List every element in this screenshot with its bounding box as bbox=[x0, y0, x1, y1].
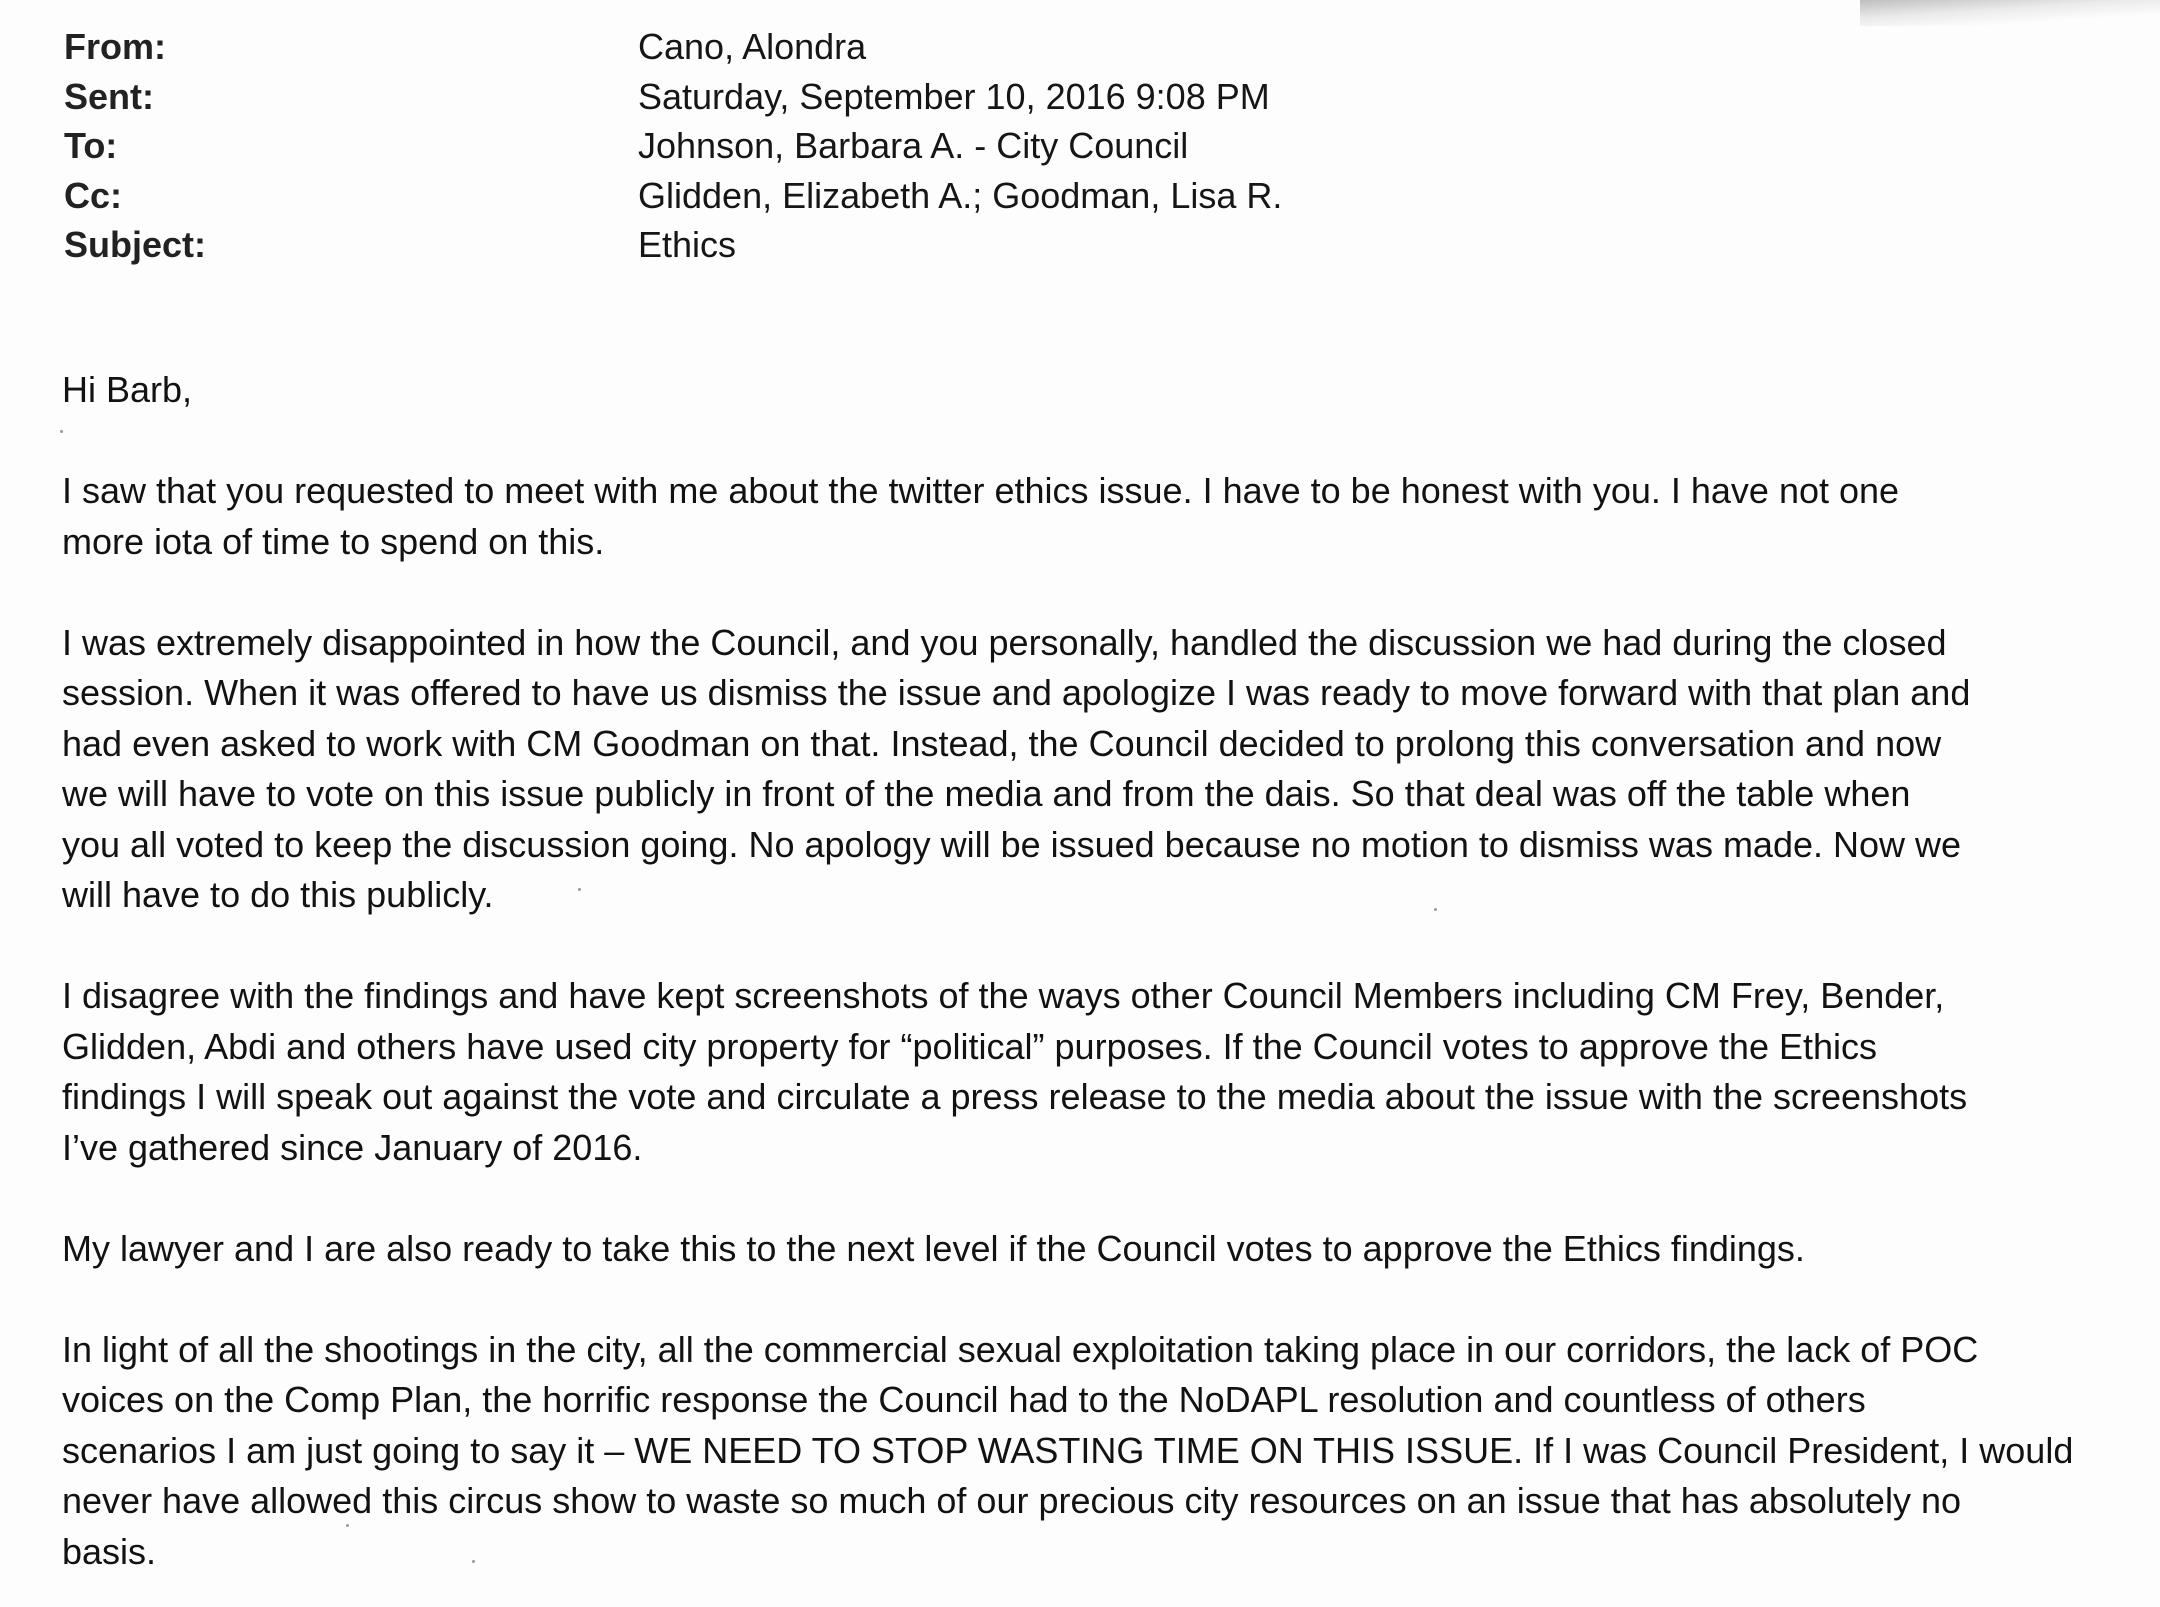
email-body bbox=[62, 365, 2122, 1577]
paragraph-line: I saw that you requested to meet with me about the twitter ethics issue. I have to be honest with you. I have not one bbox=[62, 470, 1900, 511]
header-row-from bbox=[64, 22, 1964, 72]
email-header bbox=[64, 22, 1964, 270]
paragraph-line: had even asked to work with CM Goodman on that. Instead, the Council decided to prolong this conversation and now bbox=[62, 722, 1942, 764]
to-label: To: bbox=[64, 125, 118, 166]
paragraph-line: I’ve gathered since January of 2016. bbox=[62, 1126, 643, 1168]
greeting: Hi Barb, bbox=[62, 369, 193, 410]
paragraph-line: I was extremely disappointed in how the Council, and you personally, handled the discussion we had during the closed bbox=[62, 621, 1947, 663]
paragraph-line: scenarios I am just going to say it – WE NEED TO STOP WASTING TIME ON THIS ISSUE. If I was Council President, I would bbox=[62, 1429, 2074, 1471]
cc-label: Cc: bbox=[64, 174, 123, 216]
paragraph-line: more iota of time to spend on this. bbox=[62, 520, 605, 562]
paragraph-3 bbox=[62, 971, 2122, 1173]
scan-speck bbox=[346, 1524, 349, 1527]
paragraph-line: basis. bbox=[62, 1530, 157, 1572]
scan-speck bbox=[472, 1560, 475, 1563]
header-row-to bbox=[64, 121, 1964, 171]
paragraph-5 bbox=[62, 1325, 2122, 1578]
paragraph-line: session. When it was offered to have us dismiss the issue and apologize I was ready to move forward with that plan and bbox=[62, 672, 1971, 713]
paragraph-line: voices on the Comp Plan, the horrific response the Council had to the NoDAPL resolution and countless of others bbox=[62, 1379, 1866, 1420]
paragraph-line: I disagree with the findings and have kept screenshots of the ways other Council Members including CM Frey, Bender, bbox=[62, 975, 1945, 1016]
paragraph-line: In light of all the shootings in the city, all the commercial sexual exploitation taking place in our corridors, the lack of POC bbox=[62, 1328, 1979, 1370]
from-label: From: bbox=[64, 26, 166, 67]
paragraph-2 bbox=[62, 618, 2122, 921]
paragraph-1 bbox=[62, 466, 2122, 567]
sent-value: Saturday, September 10, 2016 9:08 PM bbox=[638, 75, 1270, 117]
subject-value: Ethics bbox=[638, 224, 737, 265]
to-value: Johnson, Barbara A. - City Council bbox=[638, 125, 1189, 166]
from-value: Cano, Alondra bbox=[638, 26, 867, 67]
scan-speck bbox=[1434, 908, 1437, 911]
header-row-subject bbox=[64, 220, 1964, 270]
paragraph-line: we will have to vote on this issue publicly in front of the media and from the dais. So that deal was off the table when bbox=[62, 773, 1911, 814]
sent-label: Sent: bbox=[64, 75, 154, 117]
cc-value: Glidden, Elizabeth A.; Goodman, Lisa R. bbox=[638, 174, 1283, 216]
header-row-cc bbox=[64, 171, 1964, 221]
scan-speck bbox=[578, 888, 581, 891]
paragraph-4 bbox=[62, 1224, 2122, 1275]
paragraph-line: findings I will speak out against the vote and circulate a press release to the media about the issue with the screenshots bbox=[62, 1076, 1968, 1117]
paragraph-line: My lawyer and I are also ready to take this to the next level if the Council votes to approve the Ethics findings. bbox=[62, 1227, 1805, 1269]
subject-label: Subject: bbox=[64, 224, 207, 265]
header-row-sent bbox=[64, 72, 1964, 122]
scan-speck bbox=[60, 430, 63, 433]
paragraph-line: never have allowed this circus show to waste so much of our precious city resources on an issue that has absolutely no bbox=[62, 1480, 1961, 1521]
paragraph-line: you all voted to keep the discussion going. No apology will be issued because no motion to dismiss was made. Now we bbox=[62, 823, 1962, 865]
paragraph-line: Glidden, Abdi and others have used city property for “political” purposes. If the Council votes to approve the Ethics bbox=[62, 1025, 1877, 1067]
paragraph-line: will have to do this publicly. bbox=[62, 874, 494, 915]
